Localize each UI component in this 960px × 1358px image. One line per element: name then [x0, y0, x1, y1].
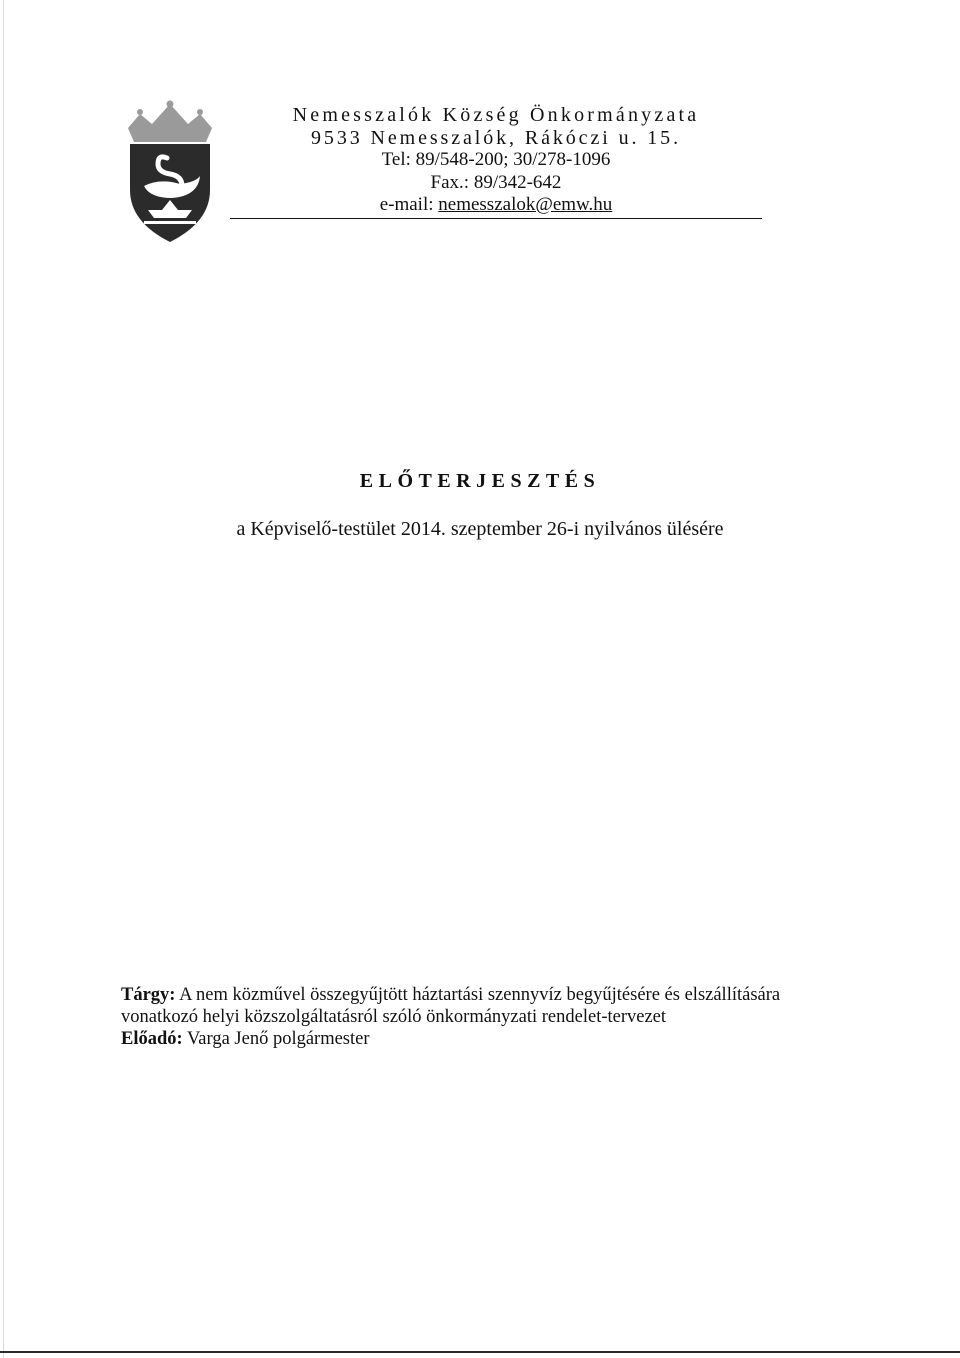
subject-line-1	[121, 984, 871, 1006]
municipality-name: Nemesszalók Község Önkormányzata	[292, 104, 700, 126]
document-title: ELŐTERJESZTÉS	[359, 470, 601, 492]
letterhead	[230, 104, 762, 217]
scan-edge-left	[3, 0, 4, 1358]
presenter-name: Varga Jenő polgármester	[182, 1029, 370, 1049]
email-label: e-mail:	[379, 194, 439, 215]
municipality-address: 9533 Nemesszalók, Rákóczi u. 15.	[311, 126, 681, 149]
email-link[interactable]: nemesszalok@emw.hu	[438, 194, 613, 215]
subject-line-2: vonatkozó helyi közszolgáltatásról szóló önkormányzati rendelet-tervezet	[121, 1007, 667, 1027]
presenter-line	[121, 1028, 871, 1050]
document-subtitle: a Képviselő-testület 2014. szeptember 26-i nyilvános ülésére	[236, 518, 724, 540]
letterhead-divider	[230, 218, 762, 219]
coat-of-arms-icon	[120, 100, 220, 250]
phone-numbers: Tel: 89/548-200; 30/278-1096	[381, 149, 611, 170]
scan-edge-bottom	[0, 1351, 960, 1353]
presenter-label: Előadó:	[121, 1029, 183, 1049]
subject-text-1: A nem közművel összegyűjtött háztartási szennyvíz begyűjtésére és elszállítására	[175, 985, 781, 1005]
subject-block	[121, 984, 871, 1050]
email-line	[230, 194, 762, 217]
fax-number: Fax.: 89/342-642	[430, 171, 562, 193]
subject-label: Tárgy:	[121, 985, 176, 1005]
